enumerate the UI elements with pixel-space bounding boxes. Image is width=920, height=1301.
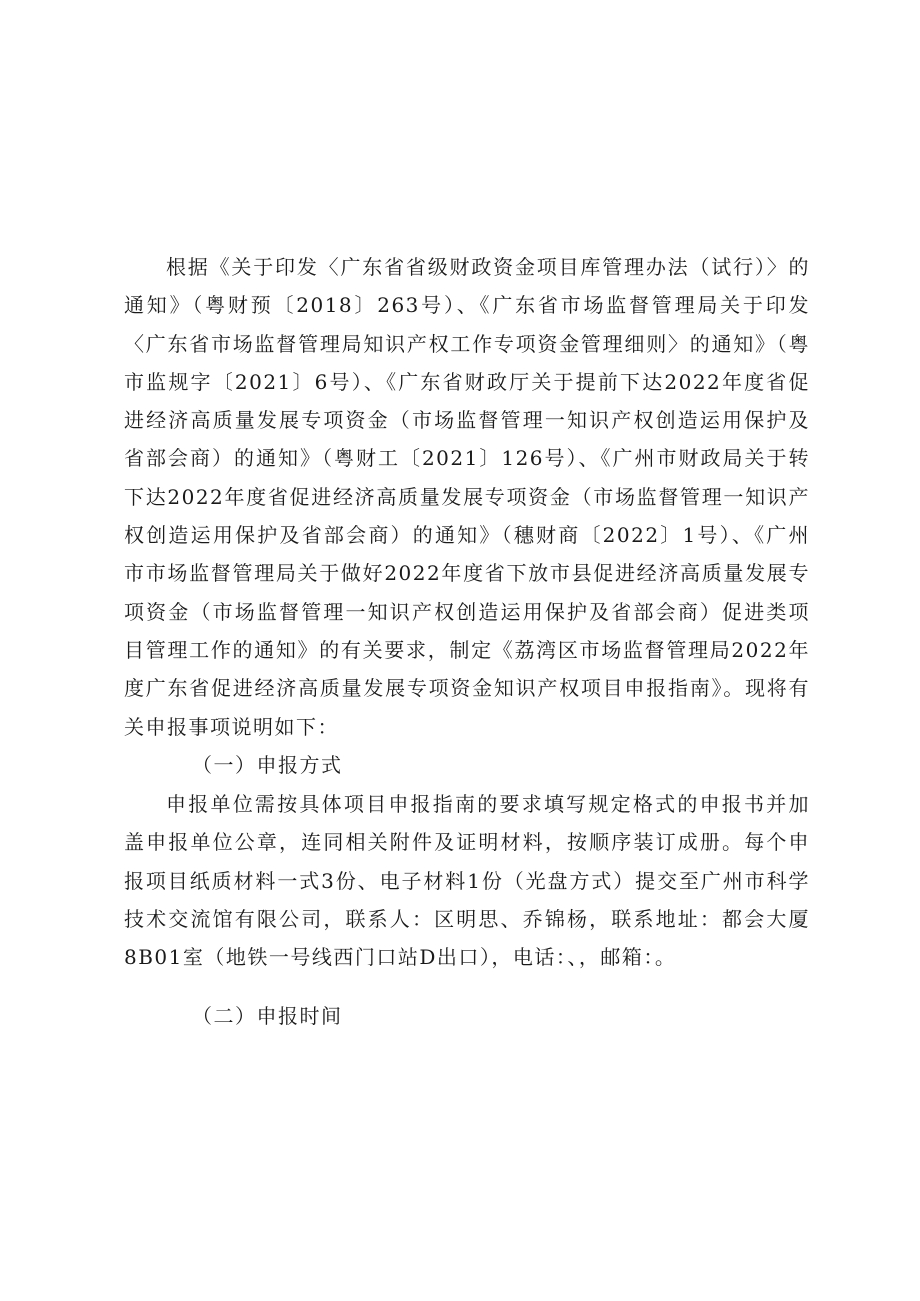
intro-paragraph: 根据《关于印发〈广东省省级财政资金项目库管理办法（试行）〉的通知》（粤财预〔2018〕263号）、《广东省市场监督管理局关于印发〈广东省市场监督管理局知识产权工作专项资金管理细则〉的通知》（粤市监规字〔2021〕6号）、《广东省财政厅关于提前下达2022年度省促进经济高质量发展专项资金（市场监督管理一知识产权创造运用保护及省部会商）的通知》（粤财工〔2021〕126号）、《广州市财政局关于转下达2022年度省促进经济高质量发展专项资金（市场监督管理一知识产权创造运用保护及省部会商）的通知》（穗财商〔2022〕1号）、《广州市市场监督管理局关于做好2022年度省下放市县促进经济高质量发展专项资金（市场监督管理一知识产权创造运用保护及省部会商）促进类项目管理工作的通知》的有关要求，制定《荔湾区市场监督管理局2022年度广东省促进经济高质量发展专项资金知识产权项目申报指南》。现将有关申报事项说明如下：	[124, 255, 810, 739]
section-heading-application-time: （二）申报时间	[192, 1003, 343, 1028]
document-body	[124, 248, 810, 1035]
application-method-paragraph: 申报单位需按具体项目申报指南的要求填写规定格式的申报书并加盖申报单位公章，连同相关附件及证明材料，按顺序装订成册。每个申报项目纸质材料一式3份、电子材料1份（光盘方式）提交至广州市科学技术交流馆有限公司，联系人：区明思、乔锦杨，联系地址：都会大厦8B01室（地铁一号线西门口站D出口），电话：、，邮箱：。	[124, 792, 810, 970]
section-heading-application-method: （一）申报方式	[192, 752, 343, 777]
